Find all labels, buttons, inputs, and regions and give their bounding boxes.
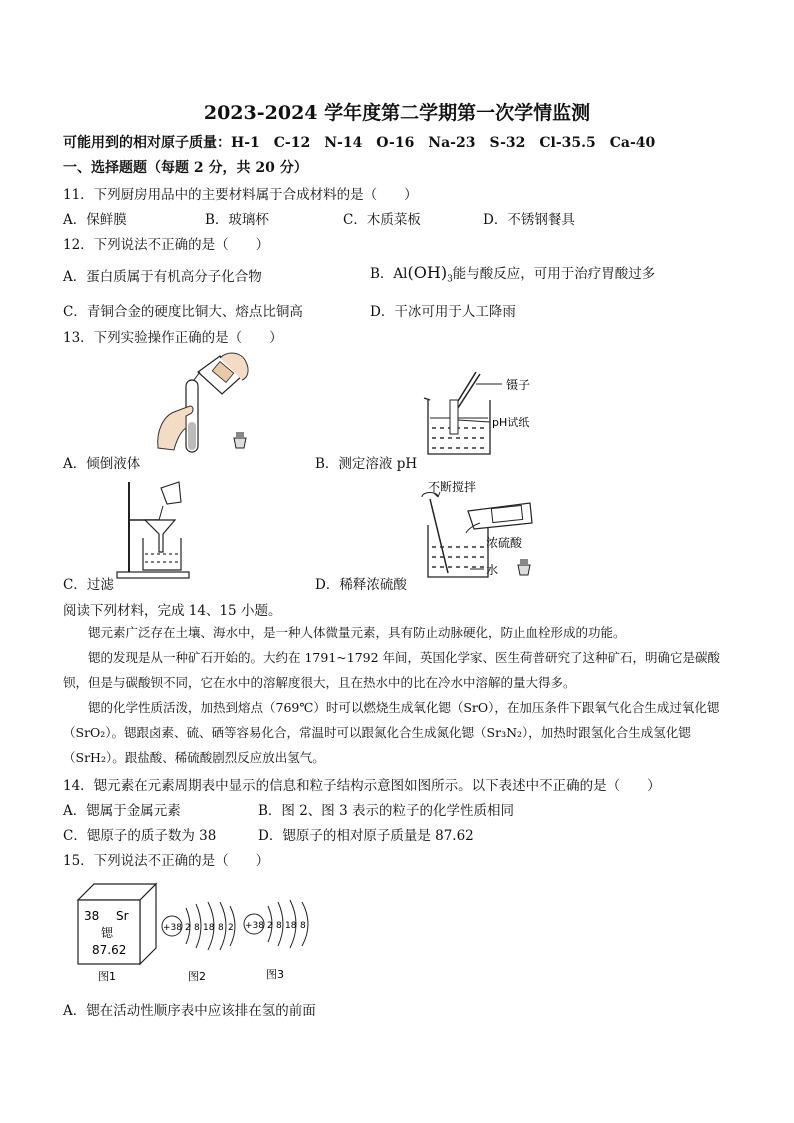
label-conc-acid: 浓硫酸: [486, 536, 523, 550]
fig3-shell-3: 18: [285, 921, 297, 931]
label-water: 水: [486, 563, 499, 577]
q15-stem: 15．下列说法不正确的是（ ）: [63, 853, 270, 869]
label-ph-paper: pH试纸: [492, 416, 530, 429]
fig2-shell-1: 2: [185, 923, 191, 933]
fig3-shell-4: 8: [300, 921, 306, 931]
section-heading: 一、选择题题（每题 2 分，共 20 分）: [63, 160, 308, 176]
q11-option-a: A．保鲜膜: [63, 212, 127, 228]
label-tweezers: 镊子: [506, 378, 531, 392]
page-title: 2023-2024 学年度第二学期第一次学情监测: [203, 102, 591, 124]
atomic-mass-line: 可能用到的相对原子质量：H-1 C-12 N-14 O-16 Na-23 S-32 Cl-35.5 Ca-40: [63, 135, 656, 151]
fig-pour-liquid: [150, 350, 260, 460]
q11-stem: 11．下列厨房用品中的主要材料属于合成材料的是（ ）: [63, 187, 418, 203]
q12-b-rest: 能与酸反应，可用于治疗胃酸过多: [452, 266, 656, 282]
q13-option-c: C．过滤: [63, 577, 114, 593]
q12-b-prefix: B．Al: [370, 266, 408, 282]
q12-option-a: A．蛋白质属于有机高分子化合物: [63, 269, 262, 285]
reading-intro: 阅读下列材料，完成 14、15 小题。: [63, 603, 282, 619]
q12-option-d: D．干冰可用于人工降雨: [370, 304, 516, 320]
q11-option-b: B．玻璃杯: [205, 212, 269, 228]
fig-ph-test: [420, 370, 550, 460]
q13-option-d: D．稀释浓硫酸: [315, 577, 407, 593]
fig2-nucleus: +38: [163, 923, 182, 933]
q13-stem: 13．下列实验操作正确的是（ ）: [63, 330, 283, 346]
q11-option-d: D．不锈钢餐具: [483, 212, 575, 228]
fig2-atom-structure: [162, 902, 235, 950]
q13-option-a: A．倾倒液体: [63, 456, 141, 472]
fig-strontium: [70, 878, 330, 988]
fig2-shell-2: 8: [194, 923, 200, 933]
q11-option-c: C．木质菜板: [343, 212, 421, 228]
fig2-shell-4: 8: [218, 923, 224, 933]
reading-paragraph-1: 锶元素广泛存在土壤、海水中，是一种人体微量元素，具有防止动脉硬化，防止血栓形成的功能。: [88, 625, 626, 640]
cell-mass: 87.62: [92, 943, 127, 957]
cell-number: 38: [84, 909, 100, 923]
fig2-label: 图2: [188, 970, 206, 983]
q14-option-b: B．图 2、图 3 表示的粒子的化学性质相同: [258, 803, 514, 819]
q14-stem: 14．锶元素在元素周期表中显示的信息和粒子结构示意图如图所示。以下表述中不正确的是（ ）: [63, 778, 661, 794]
fig1-label: 图1: [98, 970, 116, 983]
fig-filtration: [115, 478, 195, 580]
fig3-label: 图3: [266, 968, 284, 981]
reading-paragraph-3: 锶的化学性质活泼，加热到熔点（769℃）时可以燃烧生成氧化锶（SrO），在加压条件下跟氧气化合生成过氧化锶（SrO₂）。锶跟卤素、硫、硒等容易化合，常温时可以跟氮化合生成氮化锶（Sr₃N₂），加热时跟氢化合生成氢化锶（SrH₂）。跟盐酸、稀硫酸剧烈反应放出氢气。: [63, 700, 720, 765]
fig3-shell-2: 8: [276, 921, 282, 931]
q12-b-paren: (OH): [407, 263, 448, 282]
label-stir: 不断搅拌: [428, 480, 477, 494]
cell-name: 锶: [101, 926, 114, 940]
fig-dilute-acid: [418, 477, 568, 582]
q15-option-a: A．锶在活动性顺序表中应该排在氢的前面: [63, 1003, 316, 1019]
q12-b-subscript: 3: [447, 274, 453, 285]
q14-option-c: C．锶原子的质子数为 38: [63, 828, 217, 844]
q14-option-d: D．锶原子的相对原子质量是 87.62: [258, 828, 474, 844]
q12-option-b: [370, 262, 655, 285]
q12-stem: 12．下列说法不正确的是（ ）: [63, 237, 270, 253]
fig3-nucleus: +38: [245, 921, 264, 931]
q14-option-a: A．锶属于金属元素: [63, 803, 181, 819]
reading-paragraph-2: 锶的发现是从一种矿石开始的。大约在 1791~1792 年间，英国化学家、医生荷普研究了这种矿石，明确它是碳酸钡，但是与碳酸钡不同，它在水中的溶解度很大，且在热水中的比在冷水中溶解的量大得多。: [63, 650, 721, 690]
fig3-ion-structure: [244, 900, 308, 948]
cell-symbol: Sr: [116, 909, 129, 923]
fig3-shell-1: 2: [267, 921, 273, 931]
q12-option-c: C．青铜合金的硬度比铜大、熔点比铜高: [63, 304, 303, 320]
fig2-shell-3: 18: [203, 923, 215, 933]
fig2-shell-5: 2: [228, 923, 234, 933]
q13-option-b: B．测定溶液 pH: [315, 456, 418, 472]
